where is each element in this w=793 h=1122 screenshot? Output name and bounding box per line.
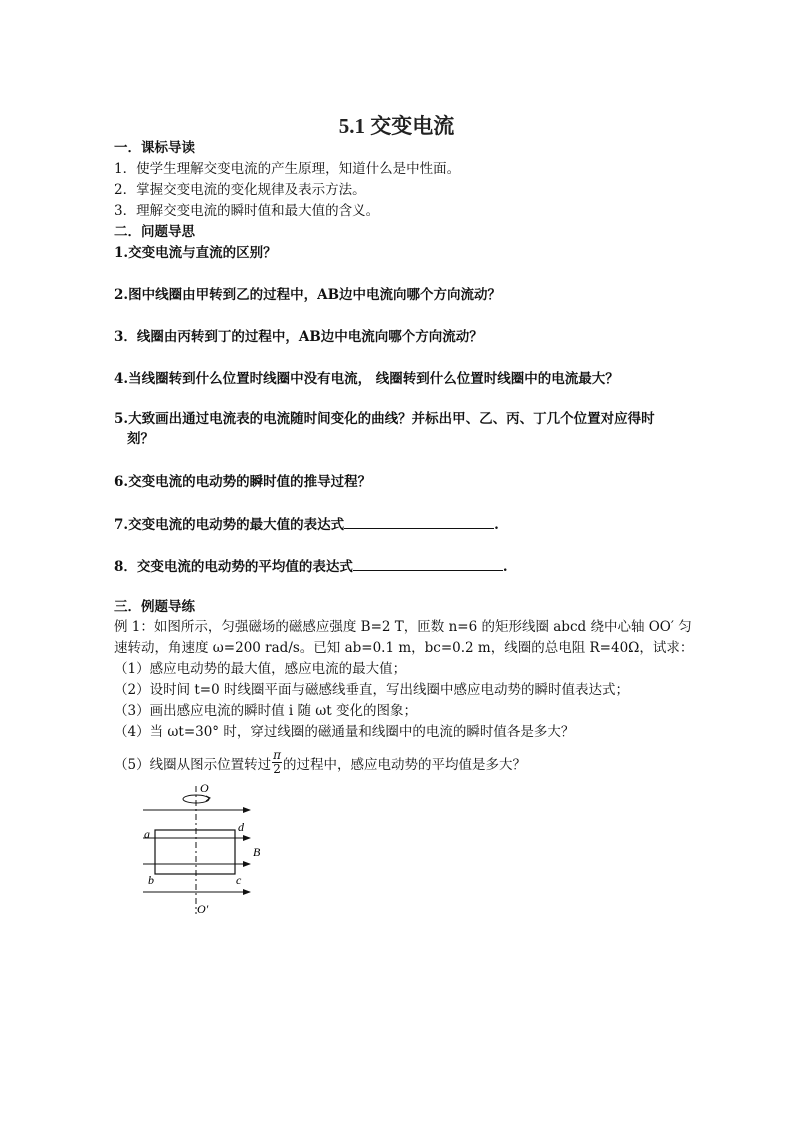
objective-3: 3．理解交变电流的瞬时值和最大值的含义。 (114, 203, 380, 219)
part-1: （1）感应电动势的最大值，感应电流的最大值； (114, 661, 407, 677)
pi-over-2-fraction (272, 749, 282, 776)
question-4: 4.当线圈转到什么位置时线圈中没有电流， 线圈转到什么位置时线圈中的电流最大？ (114, 371, 619, 387)
part-5-post: 的过程中，感应电动势的平均值是多大？ (282, 757, 526, 773)
question-5-line1: 5.大致画出通过电流表的电流随时间变化的曲线？并标出甲、乙、丙、丁几个位置对应得时 (114, 411, 655, 427)
question-7-end: . (494, 517, 499, 533)
example-line-1: 例 1：如图所示，匀强磁场的磁感应强度 B=2 T，匝数 n=6 的矩形线圈 abcd 绕中心轴 OO′ 匀 (114, 619, 692, 635)
part-5 (114, 748, 526, 779)
objective-2: 2．掌握交变电流的变化规律及表示方法。 (114, 182, 366, 198)
question-8-end: . (502, 559, 508, 575)
objective-1: 1．使学生理解交变电流的产生原理，知道什么是中性面。 (114, 161, 461, 177)
label-B: B (253, 845, 261, 859)
question-1: 1.交变电流与直流的区别？ (114, 245, 277, 261)
rectangular-coil (155, 830, 235, 874)
coil-in-magnetic-field-diagram (140, 780, 270, 920)
section2-heading: 二．问题导思 (114, 224, 195, 240)
section1-heading: 一．课标导读 (114, 140, 195, 156)
label-O: O (200, 781, 209, 795)
question-7 (114, 514, 499, 534)
label-c: c (236, 873, 242, 887)
part-5-pre: （5）线圈从图示位置转过 (114, 757, 272, 773)
fraction-numerator: π (273, 748, 281, 762)
question-3: 3．线圈由丙转到丁的过程中，AB边中电流向哪个方向流动？ (114, 329, 483, 345)
question-2: 2.图中线圈由甲转到乙的过程中，AB边中电流向哪个方向流动？ (114, 287, 501, 303)
question-7-text: 7.交变电流的电动势的最大值的表达式 (114, 517, 345, 533)
label-d: d (238, 820, 244, 834)
part-4: （4）当 ωt=30° 时，穿过线圈的磁通量和线圈中的电流的瞬时值各是多大？ (114, 724, 575, 740)
example-line-2: 速转动，角速度 ω=200 rad/s。已知 ab=0.1 m，bc=0.2 m，线圈的总电阻 R=40Ω，试求： (114, 640, 694, 656)
answer-blank-7[interactable] (344, 514, 494, 529)
question-8 (114, 556, 508, 576)
label-a: a (144, 827, 150, 841)
question-8-text: 8．交变电流的电动势的平均值的表达式 (114, 559, 353, 575)
answer-blank-8[interactable] (353, 556, 503, 571)
fraction-denominator: 2 (273, 762, 281, 776)
label-O-prime: O′ (197, 902, 209, 916)
question-5-line2: 刻？ (127, 431, 154, 447)
label-b: b (148, 873, 154, 887)
question-6: 6.交变电流的电动势的瞬时值的推导过程？ (114, 474, 372, 490)
page-title: 5.1 交变电流 (338, 114, 455, 138)
part-3: （3）画出感应电流的瞬时值 i 随 ωt 变化的图象； (114, 703, 418, 719)
section3-heading: 三．例题导练 (114, 599, 195, 615)
part-2: （2）设时间 t=0 时线圈平面与磁感线垂直，写出线圈中感应电动势的瞬时值表达式； (114, 682, 629, 698)
